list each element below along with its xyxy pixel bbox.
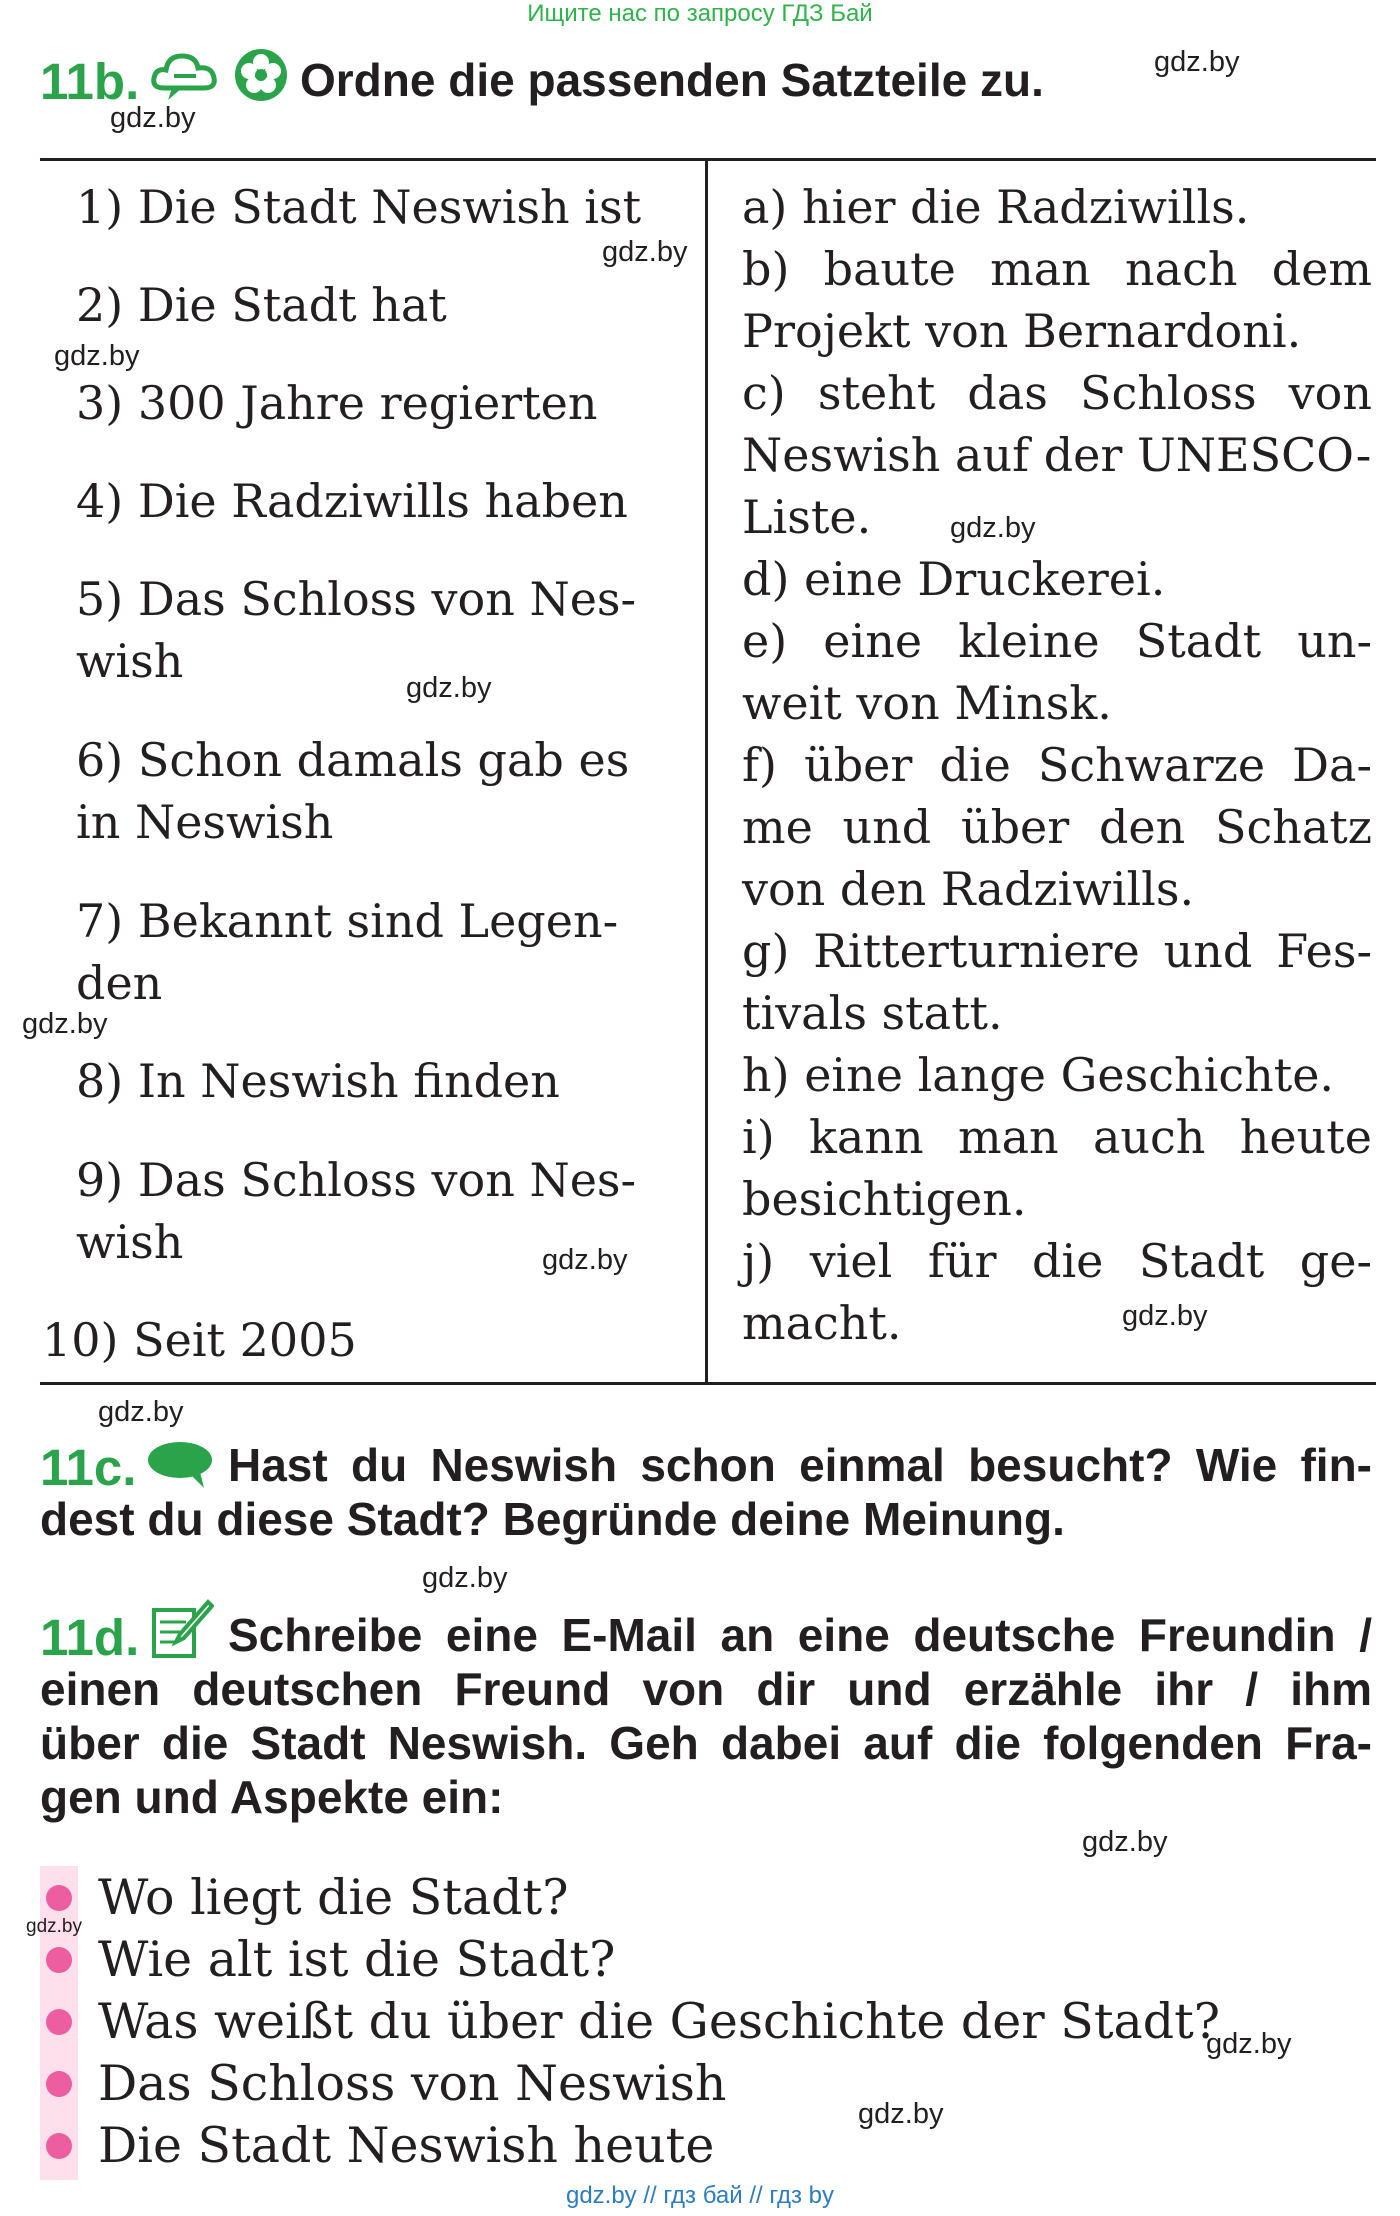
watermark: gdz.by — [1082, 1826, 1168, 1858]
bullet-dot — [46, 2009, 72, 2035]
bullet-dot — [46, 1885, 72, 1911]
left-item-1: 1) Die Stadt Neswish ist — [76, 180, 642, 234]
table-column-divider — [705, 160, 708, 1382]
watermark: gdz.by — [406, 672, 492, 704]
watermark: gdz.by — [542, 1244, 628, 1276]
task-11d-line2: einen deutschen Freund von dir und erzähle ihr / ihm — [40, 1663, 1372, 1715]
table-top-rule — [40, 158, 1376, 161]
left-item-6: 6) Schon damals gab es — [76, 733, 630, 787]
left-item-10: 10) Seit 2005 — [42, 1313, 357, 1367]
left-item-5: 5) Das Schloss von Nes- — [76, 572, 637, 626]
right-item-b: b) baute man nach dem — [742, 242, 1372, 296]
right-item-i-cont: besichtigen. — [742, 1172, 1027, 1226]
speech-bubble-icon — [146, 1440, 214, 1490]
watermark: gdz.by — [98, 1396, 184, 1428]
left-item-5-cont: wish — [76, 634, 184, 688]
watermark: gdz.by — [54, 340, 140, 372]
right-item-a: a) hier die Radziwills. — [742, 180, 1250, 234]
bullet-item-4: Das Schloss von Neswish — [98, 2055, 727, 2112]
left-item-2: 2) Die Stadt hat — [76, 278, 447, 332]
flower-icon — [233, 47, 289, 103]
watermark: gdz.by — [1154, 46, 1240, 78]
top-banner: Ищите нас по запросу ГДЗ Бай — [527, 0, 873, 27]
left-item-7-cont: den — [76, 956, 163, 1010]
right-item-f-cont: me und über den Schatz — [742, 800, 1372, 854]
right-item-g-cont: tivals statt. — [742, 986, 1003, 1040]
bottom-banner: gdz.by // гдз бай // гдз by — [565, 2182, 835, 2209]
task-11b-number: 11b. — [40, 53, 140, 110]
bullet-item-1: Wo liegt die Stadt? — [98, 1869, 569, 1926]
watermark: gdz.by — [1206, 2028, 1292, 2060]
task-11d-line4: gen und Aspekte ein: — [40, 1771, 504, 1823]
left-item-8: 8) In Neswish finden — [76, 1054, 560, 1108]
pencil-notepad-icon — [150, 1598, 214, 1660]
bullet-item-5: Die Stadt Neswish heute — [98, 2117, 715, 2174]
task-11d-line1: Schreibe eine E-Mail an eine deutsche Freundin / — [228, 1609, 1372, 1661]
right-item-c-cont2: Liste. — [742, 490, 872, 544]
cloud-speech-icon — [150, 48, 218, 104]
task-11d-line3: über die Stadt Neswish. Geh dabei auf die folgenden Fra- — [40, 1717, 1372, 1769]
right-item-f: f) über die Schwarze Da- — [742, 738, 1372, 792]
watermark: gdz.by — [858, 2098, 944, 2130]
left-item-9: 9) Das Schloss von Nes- — [76, 1153, 637, 1207]
right-item-j-cont: macht. — [742, 1296, 902, 1350]
task-11b-title: Ordne die passenden Satzteile zu. — [300, 54, 1044, 106]
table-bottom-rule — [40, 1382, 1376, 1385]
right-item-e: e) eine kleine Stadt un- — [742, 614, 1372, 668]
right-item-f-cont2: von den Radziwills. — [742, 862, 1195, 916]
right-item-c-cont: Neswish auf der UNESCO- — [742, 428, 1372, 482]
right-item-i: i) kann man auch heute — [742, 1110, 1372, 1164]
left-item-9-cont: wish — [76, 1215, 184, 1269]
bullet-dot — [46, 2133, 72, 2159]
task-11c-number: 11c. — [40, 1439, 137, 1496]
right-item-j: j) viel für die Stadt ge- — [742, 1234, 1372, 1288]
bullet-dot — [46, 1947, 72, 1973]
right-item-h: h) eine lange Geschichte. — [742, 1048, 1335, 1102]
right-item-b-cont: Projekt von Bernardoni. — [742, 304, 1302, 358]
left-item-3: 3) 300 Jahre regierten — [76, 376, 598, 430]
watermark: gdz.by — [1122, 1300, 1208, 1332]
right-item-e-cont: weit von Minsk. — [742, 676, 1112, 730]
watermark: gdz.by — [422, 1562, 508, 1594]
task-11d-number: 11d. — [40, 1609, 140, 1666]
watermark: gdz.by — [602, 236, 688, 268]
left-item-6-cont: in Neswish — [76, 795, 334, 849]
watermark: gdz.by — [950, 512, 1036, 544]
left-item-4: 4) Die Radziwills haben — [76, 474, 628, 528]
task-11c-line2: dest du diese Stadt? Begründe deine Meinung. — [40, 1493, 1065, 1545]
bullet-item-3: Was weißt du über die Geschichte der Stadt? — [98, 1993, 1221, 2050]
left-item-7: 7) Bekannt sind Legen- — [76, 894, 619, 948]
right-item-d: d) eine Druckerei. — [742, 552, 1166, 606]
right-item-g: g) Ritterturniere und Fes- — [742, 924, 1372, 978]
bullet-item-2: Wie alt ist die Stadt? — [98, 1931, 616, 1988]
watermark: gdz.by — [110, 102, 196, 134]
right-item-c: c) steht das Schloss von — [742, 366, 1372, 420]
watermark: gdz.by — [26, 1916, 82, 1937]
task-11c-line1: Hast du Neswish schon einmal besucht? Wie fin- — [228, 1439, 1372, 1491]
watermark: gdz.by — [22, 1008, 108, 1040]
bullet-dot — [46, 2071, 72, 2097]
